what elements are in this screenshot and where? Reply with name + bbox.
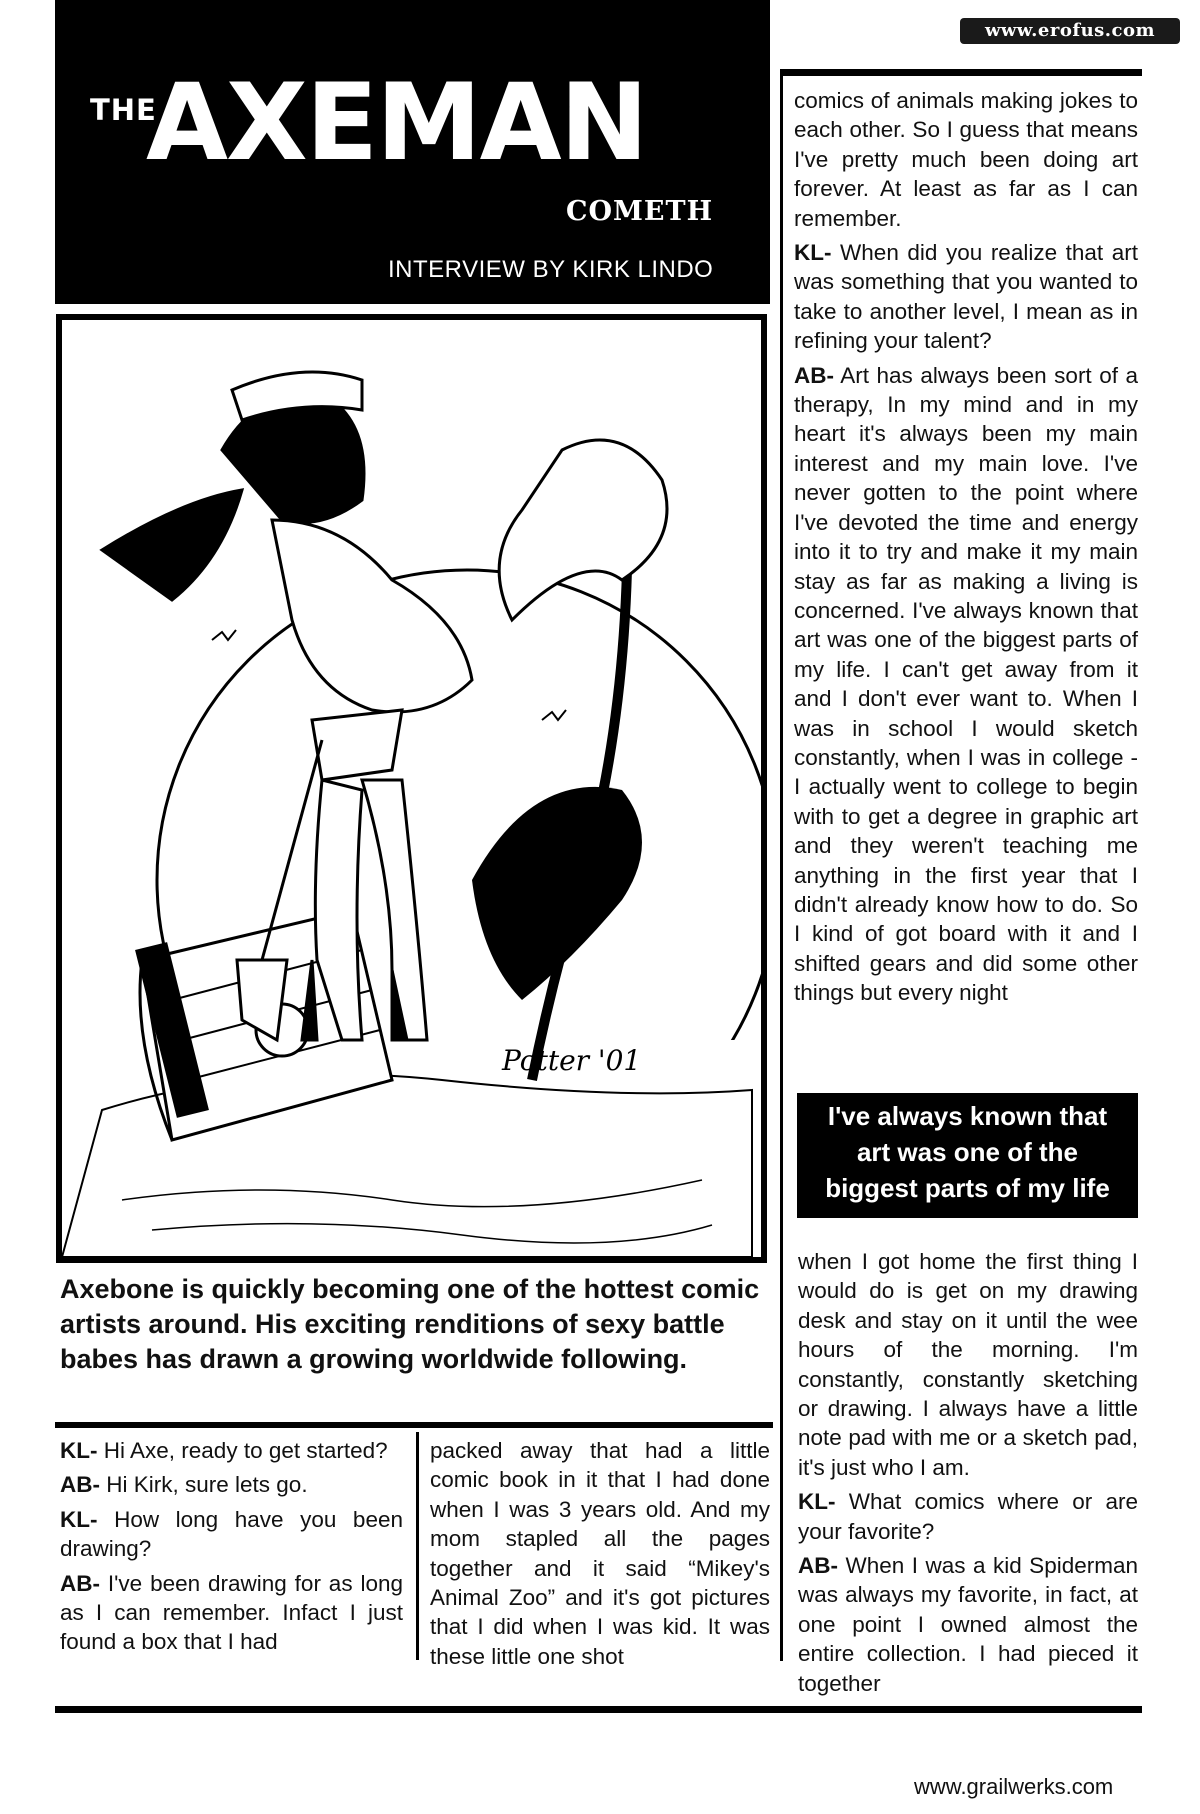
column-divider <box>780 76 783 1661</box>
speaker-tag: KL- <box>798 1489 836 1515</box>
speaker-tag: AB- <box>60 1570 100 1596</box>
bird <box>212 630 236 640</box>
lede-rule <box>55 1422 773 1428</box>
qa-paragraph <box>60 1436 403 1465</box>
bird <box>542 710 566 720</box>
bottom-rule <box>55 1706 1142 1713</box>
top-rule <box>780 69 1142 76</box>
qa-paragraph <box>794 238 1138 356</box>
speaker-tag: AB- <box>60 1472 100 1498</box>
qa-paragraph <box>60 1569 403 1657</box>
qa-paragraph <box>794 86 1138 233</box>
speaker-tag: KL- <box>794 240 832 266</box>
qa-text: Hi Axe, ready to get started? <box>97 1438 388 1463</box>
illustration-frame <box>56 314 767 1263</box>
speaker-tag: AB- <box>794 362 834 388</box>
column-b <box>430 1436 770 1676</box>
qa-text: When did you realize that art was something that you wanted to take to another level, I mean as in refining your talent? <box>794 240 1138 354</box>
qa-text: when I got home the first thing I would do is get on my drawing desk and stay on it until the wee hours of the morning. I'm constantly, constantly sketching or drawing. I always have a little note pad with me or a sketch pad, it's just who I am. <box>798 1249 1138 1480</box>
pull-quote <box>797 1093 1138 1218</box>
palm-cluster <box>472 787 642 1000</box>
qa-paragraph <box>798 1487 1138 1546</box>
column-right-top <box>794 86 1138 1013</box>
pull-quote-line: I've always known that <box>827 1101 1108 1131</box>
artist-signature: Potter '01 <box>502 1044 642 1077</box>
column-right-bottom <box>798 1247 1138 1703</box>
qa-text: When I was a kid Spiderman was always my favorite, in fact, at one point I owned almost the entire collection. I had pieced it together <box>798 1553 1138 1696</box>
title-suffix: COMETH <box>566 196 714 227</box>
column-divider <box>416 1432 419 1660</box>
pull-quote-line: biggest parts of my life <box>825 1173 1110 1203</box>
qa-paragraph <box>60 1505 403 1564</box>
title-prefix: THE <box>90 93 157 127</box>
qa-text: comics of animals making jokes to each other. So I guess that means I've pretty much been doing art forever. At least as far as I can remember. <box>794 88 1138 231</box>
qa-text: What comics where or are your favorite? <box>798 1489 1138 1544</box>
column-b-text: packed away that had a little comic book in it that I had done when I was 3 years old. And my mom stapled all the pages together and it said “Mikey's Animal Zoo” and it's got pictures that I did when I was kid. It was these little one shot <box>430 1438 770 1669</box>
qa-paragraph <box>794 361 1138 1008</box>
page-title: AXEMAN <box>146 61 647 184</box>
column-a <box>60 1436 403 1662</box>
footer-url: www.grailwerks.com <box>914 1774 1114 1799</box>
speaker-tag: KL- <box>60 1506 98 1532</box>
speaker-tag: KL- <box>60 1438 98 1463</box>
byline: INTERVIEW BY KIRK LINDO <box>388 256 714 283</box>
pull-quote-line: art was one of the <box>856 1137 1079 1167</box>
qa-text: Art has always been sort of a therapy, In my mind and in my heart it's always been my main interest and my main love. I've never gotten to the point where I've devoted the time and energy into it to try and make it my main stay as far as making a living is concerned. I've always known that art was one of the biggest parts of my life. I can't get away from it and I don't ever want to. When I was in school I would sketch constantly, when I was in college - I actually went to college to begin with to get a degree in graphic art and they weren't teaching me anything in the first year that I didn't already know how to do. So I kind of got board with it and I shifted gears and did some other things but every night <box>794 362 1138 1006</box>
speaker-tag: AB- <box>798 1553 838 1579</box>
qa-text: Hi Kirk, sure lets go. <box>100 1472 308 1498</box>
qa-text: How long have you been drawing? <box>60 1506 403 1562</box>
qa-paragraph <box>60 1470 403 1499</box>
qa-paragraph <box>798 1247 1138 1482</box>
watermark: www.erofus.com <box>960 18 1180 44</box>
lede: Axebone is quickly becoming one of the hottest comic artists around. His exciting renditions of sexy battle babes has drawn a growing worldwide following. <box>60 1274 760 1374</box>
qa-paragraph <box>798 1551 1138 1698</box>
illustration <box>62 320 761 1257</box>
qa-text: I've been drawing for as long as I can remember. Infact I just found a box that I had <box>60 1570 403 1655</box>
